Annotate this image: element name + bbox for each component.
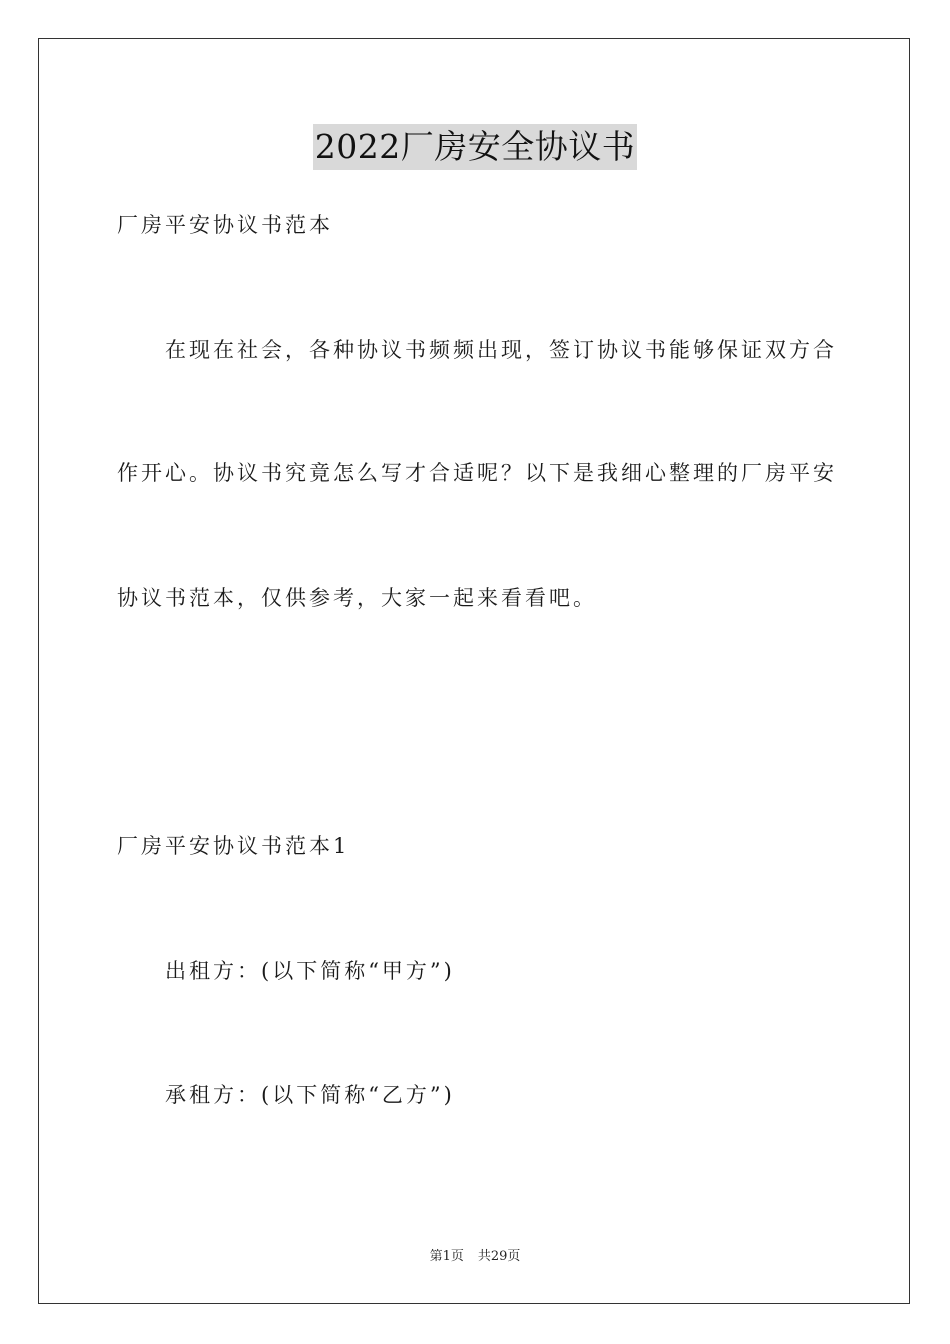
page-footer <box>0 1248 950 1266</box>
section-heading: 厂房平安协议书范本1 <box>117 834 350 858</box>
intro-line-3: 协议书范本，仅供参考，大家一起来看看吧。 <box>117 586 597 610</box>
lessee-line: 承租方：(以下简称“乙方”) <box>165 1083 455 1107</box>
intro-line-2: 作开心。协议书究竟怎么写才合适呢？以下是我细心整理的厂房平安 <box>117 461 837 485</box>
total-pages: 共29页 <box>477 1249 521 1264</box>
document-title: 2022厂房安全协议书 <box>313 124 637 170</box>
lessor-line: 出租方：(以下简称“甲方”) <box>165 959 455 983</box>
subtitle: 厂房平安协议书范本 <box>117 213 333 237</box>
intro-line-1: 在现在社会，各种协议书频频出现，签订协议书能够保证双方合 <box>165 338 837 362</box>
title-container <box>0 124 950 170</box>
page-number: 第1页 <box>429 1249 464 1264</box>
